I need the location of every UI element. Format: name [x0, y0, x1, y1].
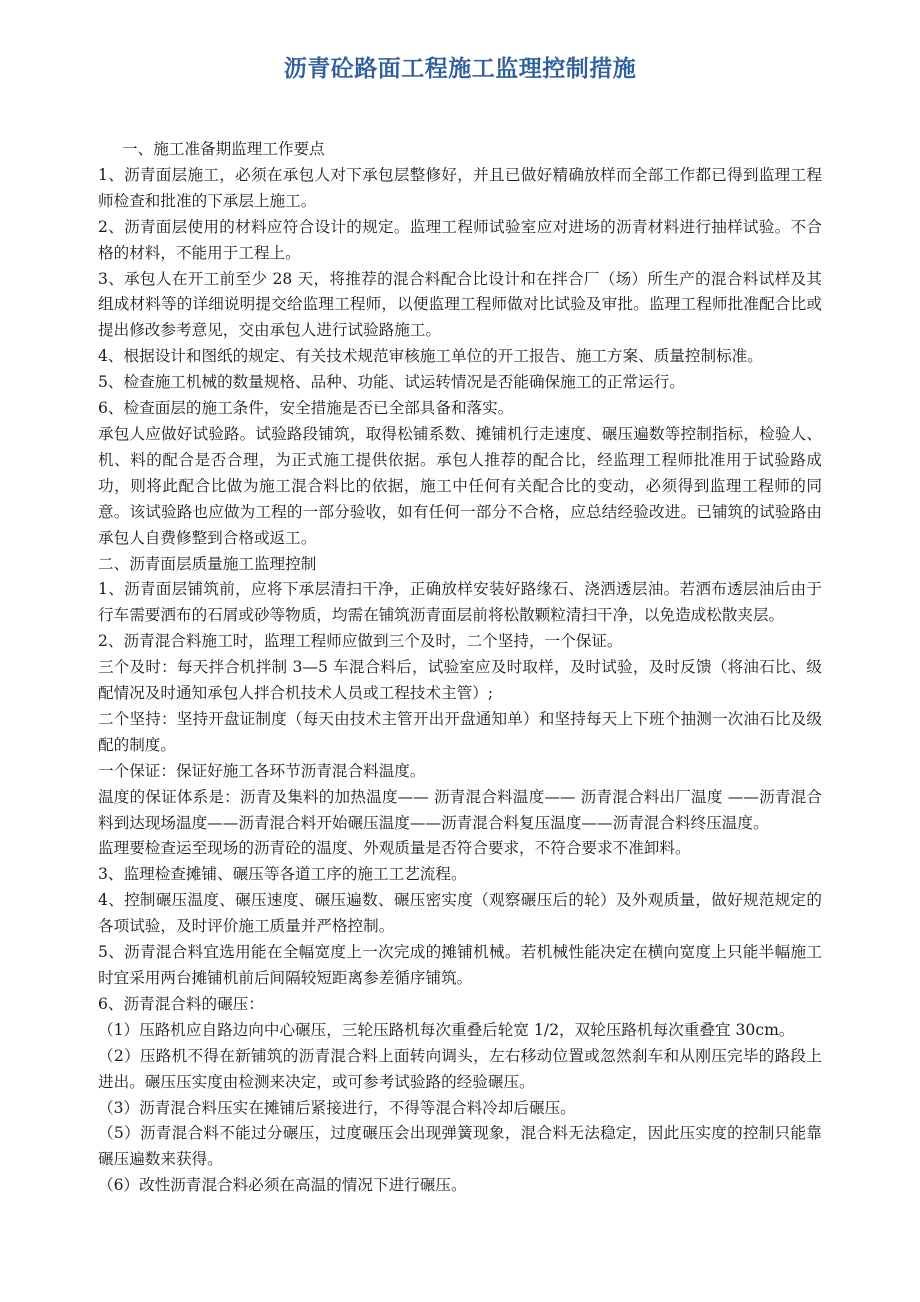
- paragraph: 1、沥青面层施工，必须在承包人对下承包层整修好，并且已做好精确放样而全部工作都已得到监理工程师检查和批准的下承层上施工。: [98, 165, 822, 210]
- document-body: [98, 137, 822, 1199]
- paragraph: 1、沥青面层铺筑前，应将下承层清扫干净，正确放样安装好路缘石、浇洒透层油。若洒布透层油后由于行车需要洒布的石屑或砂等物质，均需在铺筑沥青面层前将松散颗粒清扫干净，以免造成松散夹层。: [98, 580, 822, 625]
- paragraph: 二个坚持：坚持开盘证制度（每天由技术主管开出开盘通知单）和坚持每天上下班个抽测一次油石比及级配的制度。: [98, 709, 822, 754]
- paragraph: （3）沥青混合料压实在摊铺后紧接进行，不得等混合料冷却后碾压。: [98, 1098, 576, 1117]
- document-title: 沥青砼路面工程施工监理控制措施: [283, 56, 637, 82]
- paragraph: 3、监理检查摊铺、碾压等各道工序的施工工艺流程。: [98, 865, 467, 884]
- paragraph: 2、沥青混合料施工时，监理工程师应做到三个及时，二个坚持，一个保证。: [98, 632, 623, 651]
- paragraph: 一个保证：保证好施工各环节沥青混合料温度。: [98, 761, 426, 780]
- paragraph: 3、承包人在开工前至少 28 天，将推荐的混合料配合比设计和在拌合厂（场）所生产的混合料试样及其组成材料等的详细说明提交给监理工程师，以便监理工程师做对比试验及审批。监理工程师批准配合比或提出修改参考意见，交由承包人进行试验路施工。: [98, 269, 822, 340]
- paragraph: （1）压路机应自路边向中心碾压，三轮压路机每次重叠后轮宽 1/2，双轮压路机每次重叠宜 30cm。: [98, 1020, 795, 1039]
- paragraph: （6）改性沥青混合料必须在高温的情况下进行碾压。: [98, 1176, 467, 1195]
- section-heading-quality-control: 二、沥青面层质量施工监理控制: [98, 554, 317, 573]
- paragraph: 承包人应做好试验路。试验路段铺筑，取得松铺系数、摊铺机行走速度、碾压遍数等控制指标，检验人、机、料的配合是否合理，为正式施工提供依据。承包人推荐的配合比，经监理工程师批准用于试验路成功，则将此配合比做为施工混合料比的依据，施工中任何有关配合比的变动，必须得到监理工程师的同意。该试验路也应做为工程的一部分验收，如有任何一部分不合格，应总结经验改进。已铺筑的试验路由承包人自费修整到合格或返工。: [98, 424, 822, 547]
- paragraph: 5、沥青混合料宜选用能在全幅宽度上一次完成的摊铺机械。若机械性能决定在横向宽度上只能半幅施工时宜采用两台摊铺机前后间隔较短距离参差循序铺筑。: [98, 943, 822, 987]
- paragraph: 温度的保证体系是：沥青及集料的加热温度—— 沥青混合料温度—— 沥青混合料出厂温度 ——沥青混合料到达现场温度——沥青混合料开始碾压温度——沥青混合料复压温度——沥青混合料终压温度。: [98, 787, 822, 832]
- section-heading-preparation: 一、施工准备期监理工作要点: [122, 140, 325, 158]
- paragraph: 4、根据设计和图纸的规定、有关技术规范审核施工单位的开工报告、施工方案、质量控制标准。: [98, 347, 763, 366]
- paragraph: 监理要检查运至现场的沥青砼的温度、外观质量是否符合要求，不符合要求不准卸料。: [98, 839, 691, 858]
- paragraph: （2）压路机不得在新铺筑的沥青混合料上面转向调头，左右移动位置或忽然刹车和从刚压完毕的路段上进出。碾压压实度由检测来决定，或可参考试验路的经验碾压。: [98, 1046, 822, 1091]
- paragraph: （5）沥青混合料不能过分碾压，过度碾压会出现弹簧现象，混合料无法稳定，因此压实度的控制只能靠碾压遍数来获得。: [98, 1124, 822, 1169]
- paragraph: 5、检查施工机械的数量规格、品种、功能、试运转情况是否能确保施工的正常运行。: [98, 373, 685, 392]
- paragraph: 6、沥青混合料的碾压：: [98, 994, 264, 1013]
- paragraph: 2、沥青面层使用的材料应符合设计的规定。监理工程师试验室应对进场的沥青材料进行抽样试验。不合格的材料，不能用于工程上。: [98, 217, 822, 262]
- paragraph: 4、控制碾压温度、碾压速度、碾压遍数、碾压密实度（观察碾压后的轮）及外观质量，做好规范规定的各项试验，及时评价施工质量并严格控制。: [98, 891, 822, 936]
- paragraph: 三个及时：每天拌合机拌制 3—5 车混合料后，试验室应及时取样，及时试验，及时反馈（将油石比、级配情况及时通知承包人拌合机技术人员或工程技术主管）;: [98, 658, 822, 703]
- paragraph: 6、检查面层的施工条件，安全措施是否已全部具备和落实。: [98, 399, 514, 418]
